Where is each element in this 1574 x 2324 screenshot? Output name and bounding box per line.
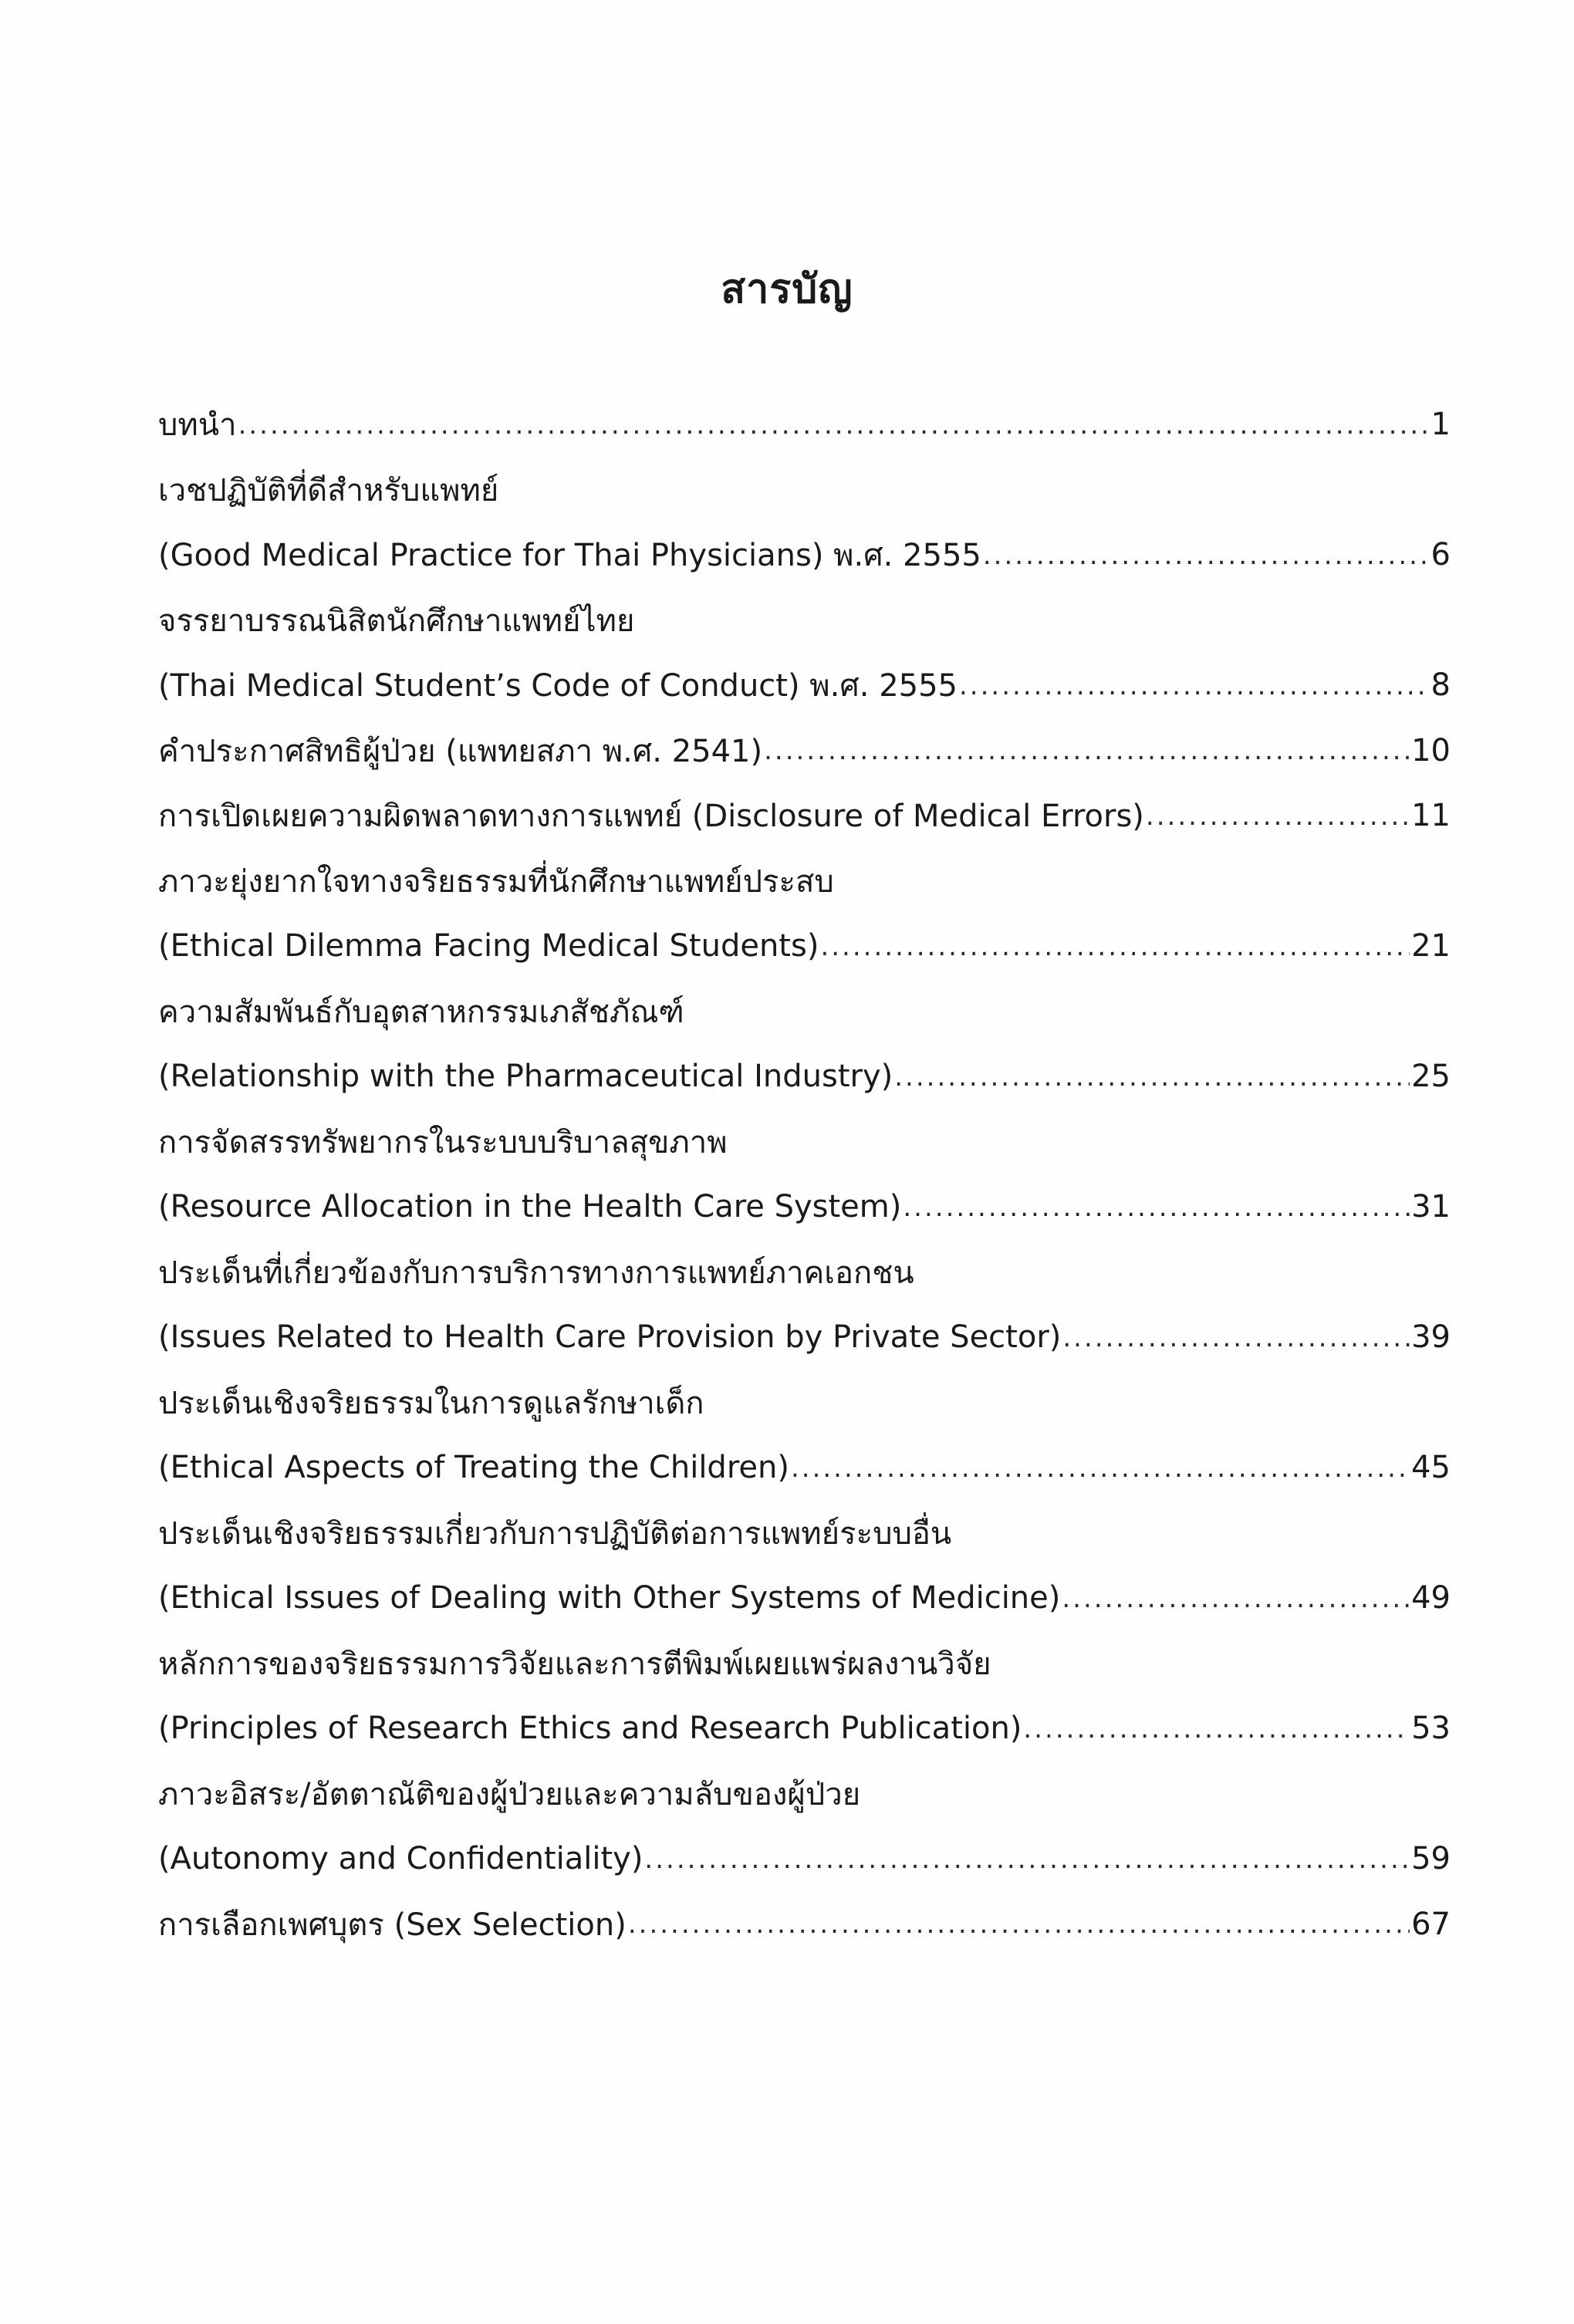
toc-entry-line bbox=[158, 1631, 1451, 1697]
toc-entry-line bbox=[158, 1370, 1451, 1436]
toc-page-number: 59 bbox=[1411, 1841, 1451, 1877]
dot-leader bbox=[628, 1892, 1410, 1957]
toc-entry-line bbox=[158, 1501, 1451, 1566]
toc-entry-title: (Issues Related to Health Care Provision by Private Sector) bbox=[158, 1319, 1062, 1356]
toc-entry-line bbox=[158, 1305, 1451, 1370]
dot-leader bbox=[1062, 1566, 1410, 1631]
toc-entry-line bbox=[158, 914, 1451, 979]
toc-entry-title: เวชปฏิบัติที่ดีสำหรับแพทย์ bbox=[158, 472, 499, 508]
toc-entry-line bbox=[158, 1762, 1451, 1827]
dot-leader bbox=[959, 653, 1430, 718]
toc-entry-title: (Good Medical Practice for Thai Physicians) พ.ศ. 2555 bbox=[158, 538, 981, 574]
toc-page-number: 45 bbox=[1411, 1450, 1451, 1486]
dot-leader bbox=[1023, 1696, 1410, 1762]
toc-page-number: 6 bbox=[1430, 537, 1451, 573]
toc-entry-line bbox=[158, 1110, 1451, 1175]
dot-leader bbox=[894, 1044, 1410, 1110]
toc-entry-line bbox=[158, 1892, 1451, 1957]
toc-entry-title: (Thai Medical Student’s Code of Conduct) พ.ศ. 2555 bbox=[158, 668, 958, 704]
toc-entry-title: (Ethical Dilemma Facing Medical Students) bbox=[158, 928, 819, 964]
dot-leader bbox=[764, 718, 1410, 784]
toc-entry-title: จรรยาบรรณนิสิตนักศึกษาแพทย์ไทย bbox=[158, 603, 635, 639]
toc-page-number: 53 bbox=[1411, 1711, 1451, 1747]
toc-entry-line bbox=[158, 392, 1451, 458]
toc-entry-title: (Principles of Research Ethics and Research Publication) bbox=[158, 1711, 1022, 1747]
toc-entry-title: ประเด็นเชิงจริยธรรมในการดูแลรักษาเด็ก bbox=[158, 1385, 704, 1421]
toc-entry-title: (Ethical Aspects of Treating the Children) bbox=[158, 1450, 789, 1486]
toc-entry-title: การจัดสรรทรัพยากรในระบบบริบาลสุขภาพ bbox=[158, 1124, 728, 1160]
toc-entry-title: คำประกาศสิทธิผู้ป่วย (แพทยสภา พ.ศ. 2541) bbox=[158, 733, 763, 769]
toc-page-number: 39 bbox=[1411, 1319, 1451, 1356]
toc-entry-title: ประเด็นเชิงจริยธรรมเกี่ยวกับการปฏิบัติต่อการแพทย์ระบบอื่น bbox=[158, 1515, 952, 1552]
toc-entry-line bbox=[158, 1826, 1451, 1892]
toc-page-number: 25 bbox=[1411, 1059, 1451, 1095]
toc-page-number: 10 bbox=[1411, 732, 1451, 768]
dot-leader bbox=[238, 392, 1430, 458]
toc-entry-line bbox=[158, 588, 1451, 654]
toc-entry-line bbox=[158, 1566, 1451, 1631]
toc-entry-title: ความสัมพันธ์กับอุตสาหกรรมเภสัชภัณฑ์ bbox=[158, 994, 684, 1030]
toc-entry-line bbox=[158, 979, 1451, 1045]
toc-entry-line bbox=[158, 1174, 1451, 1240]
dot-leader bbox=[983, 522, 1430, 588]
toc-entry-title: ประเด็นที่เกี่ยวข้องกับการบริการทางการแพทย์ภาคเอกชน bbox=[158, 1255, 914, 1291]
toc-page-number: 11 bbox=[1411, 798, 1451, 834]
toc-page-number: 67 bbox=[1411, 1906, 1451, 1942]
page-title: สารบัญ bbox=[721, 266, 853, 312]
dot-leader bbox=[644, 1826, 1410, 1892]
dot-leader bbox=[903, 1174, 1410, 1240]
toc-entry-title: (Ethical Issues of Dealing with Other Systems of Medicine) bbox=[158, 1580, 1061, 1616]
toc-page-number: 49 bbox=[1411, 1580, 1451, 1616]
dot-leader bbox=[791, 1435, 1410, 1501]
toc-entry-line bbox=[158, 1044, 1451, 1110]
toc-entry-title: การเลือกเพศบุตร (Sex Selection) bbox=[158, 1907, 627, 1943]
toc-entry-title: (Autonomy and Confidentiality) bbox=[158, 1841, 643, 1877]
toc-page-number: 21 bbox=[1411, 928, 1451, 964]
toc-entry-title: ภาวะอิสระ/อัตตาณัติของผู้ป่วยและความลับของผู้ป่วย bbox=[158, 1776, 861, 1812]
toc-entry-line bbox=[158, 458, 1451, 523]
toc-page-number: 8 bbox=[1430, 667, 1451, 704]
toc-page-number: 31 bbox=[1411, 1189, 1451, 1225]
toc-entry-line bbox=[158, 849, 1451, 914]
toc-entry-line bbox=[158, 522, 1451, 588]
toc-entry-line bbox=[158, 1240, 1451, 1306]
toc-entry-title: การเปิดเผยความผิดพลาดทางการแพทย์ (Disclosure of Medical Errors) bbox=[158, 799, 1144, 835]
toc-entry-title: (Relationship with the Pharmaceutical Industry) bbox=[158, 1059, 893, 1095]
toc-entry-line bbox=[158, 1696, 1451, 1762]
toc-entry-line bbox=[158, 783, 1451, 849]
dot-leader bbox=[1146, 783, 1410, 849]
toc-page-number: 1 bbox=[1430, 407, 1451, 443]
toc-entry-line bbox=[158, 1435, 1451, 1501]
dot-leader bbox=[1062, 1305, 1410, 1370]
toc-entry-title: ภาวะยุ่งยากใจทางจริยธรรมที่นักศึกษาแพทย์ประสบ bbox=[158, 863, 834, 900]
dot-leader bbox=[820, 914, 1410, 979]
toc-entry-line bbox=[158, 653, 1451, 718]
table-of-contents bbox=[158, 392, 1451, 1957]
toc-entry-title: (Resource Allocation in the Health Care System) bbox=[158, 1189, 902, 1225]
toc-entry-line bbox=[158, 718, 1451, 784]
toc-entry-title: บทนำ bbox=[158, 407, 237, 444]
toc-entry-title: หลักการของจริยธรรมการวิจัยและการตีพิมพ์เผยแพร่ผลงานวิจัย bbox=[158, 1646, 991, 1682]
